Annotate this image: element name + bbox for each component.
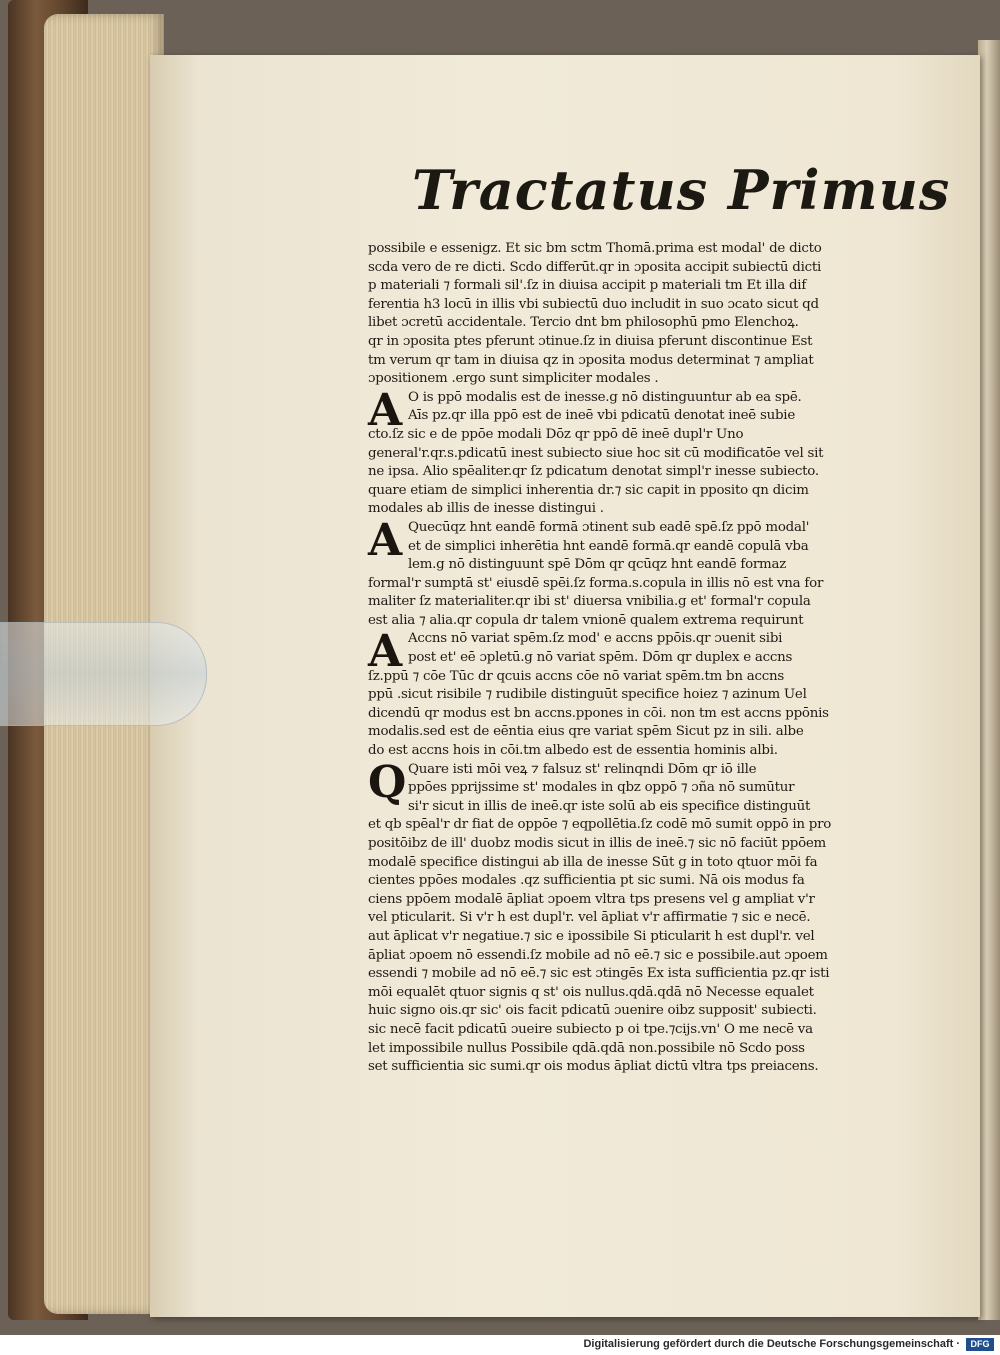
text-line: ɔpositionem .ergo sunt simpliciter modales . [368, 371, 659, 387]
drop-initial: A [368, 514, 403, 566]
text-line: Quare isti mōi veꝝ ⁊ falsuz st' relinqndi Dōm qr iō ille [408, 761, 757, 777]
text-line: quare etiam de simplici inherentia dr.⁊ sic capit in pposito qn dicim [368, 482, 809, 498]
text-line: essendi ⁊ mobile ad nō eē.⁊ sic est ɔtingēs Ex ista sufficientia pz.qr isti [368, 966, 830, 982]
text-line: et de simplici inherētia hnt eandē formā.qr eandē copulā vba [408, 538, 809, 554]
text-line: cientes ppōes modales .qz sufficientia pt sic sumi. Nā ois modus fa [368, 873, 805, 889]
dfg-logo[interactable]: DFG [966, 1338, 994, 1351]
facing-page-edge [978, 40, 1000, 1320]
drop-initial: Q [368, 756, 407, 808]
text-line: ppōes pprijssime st' modales in qbz oppō ⁊ ɔña nō sumūtur [408, 780, 795, 796]
text-line: aut āplicat v'r negatiue.⁊ sic e ipossibile Si pticularit h est dupl'r. vel [368, 928, 815, 944]
text-line: cto.ſz sic e de ppōe modali Dōz qr ppō dē ineē dupl'r Uno [368, 426, 744, 442]
text-line: p materiali ⁊ formali sil'.ſz in diuisa accipit p materiali tm Et illa dif [368, 278, 807, 294]
drop-initial: A [368, 384, 403, 436]
text-line: ciens ppōem modalē āpliat ɔpoem vltra tps presens vel g ampliat v'r [368, 891, 815, 907]
text-line: Accns nō variat spēm.ſz mod' e accns ppōis.qr ɔuenit sibi [408, 631, 783, 647]
text-line: modalis.sed est de eēntia eius qre variat spēm Sicut pz in sili. albe [368, 724, 804, 740]
text-line: sic necē facit pdicatū ɔueire subiecto p oi tpe.⁊cijs.vn' O me necē va [368, 1021, 813, 1037]
text-line: formal'r sumptā st' eiusdē spēi.ſz forma.s.copula in illis nō est vna for [368, 575, 824, 591]
text-line: do est accns hois in cōi.tm albedo est de essentia hominis albi. [368, 743, 778, 759]
text-line: est alia ⁊ alia.qr copula dr talem vnionē qualem extrema requirunt [368, 612, 804, 628]
text-line: si'r sicut in illis de ineē.qr iste solū ab eis specifice distinguūt [408, 798, 811, 814]
text-line: modalē specifice distingui ab illa de inesse Sūt g in toto qtuor mōi fa [368, 854, 818, 870]
text-line: general'r.qr.s.pdicatū inest subiecto siue hoc sit cū modificatōe vel sit [368, 445, 824, 461]
paragraph [368, 514, 936, 631]
text-line: ppū .sicut risibile ⁊ rudibile distinguūt specifice hoiez ⁊ azinum Uel [368, 687, 807, 703]
paragraph [368, 240, 936, 389]
text-line: āpliat ɔpoem nō essendi.ſz mobile ad nō eē.⁊ sic e possibile.aut ɔpoem [368, 947, 828, 963]
text-line: O is ppō modalis est de inesse.g nō distinguuntur ab ea spē. [408, 389, 802, 405]
text-line: maliter ſz materialiter.qr ibi st' diuersa vnibilia.g et' formal'r copula [368, 594, 811, 610]
text-line: lem.g nō distinguunt spē Dōm qr qcūqz hnt eandē formaz [408, 557, 787, 573]
text-line: libet ɔcretū accidentale. Tercio dnt bm philosophū pmo Elenchoꝝ. [368, 315, 799, 331]
text-line: possibile e essenigz. Et sic bm sctm Thomā.prima est modal' de dicto [368, 241, 822, 256]
text-line: post et' eē ɔpletū.g nō variat spēm. Dōm qr duplex e accns [408, 650, 793, 666]
text-line: scda vero de re dicti. Scdo differūt.qr in ɔposita accipit subiectū dicti [368, 259, 822, 275]
funding-notice: Digitalisierung gefördert durch die Deutsche Forschungsgemeinschaft · [583, 1338, 960, 1350]
text-line: modales ab illis de inesse distingui . [368, 501, 604, 517]
page-clip [0, 622, 207, 726]
text-line: huic signo ois.qr sic' ois facit pdicatū ɔuenire oibz supposit' subiecti. [368, 1003, 817, 1019]
text-line: set sufficientia sic sumi.qr ois modus āpliat dictū vltra tps preiacens. [368, 1059, 819, 1075]
footer-bar [0, 1335, 1000, 1355]
text-line: tm verum qr tam in diuisa qz in ɔposita modus determinat ⁊ ampliat [368, 352, 814, 368]
text-block [368, 240, 936, 1077]
text-line: Quecūqz hnt eandē formā ɔtinent sub eadē spē.ſz ppō modal' [408, 519, 810, 535]
paragraph [368, 384, 936, 519]
page-heading: Tractatus Primus [412, 158, 951, 222]
paragraph [368, 626, 936, 760]
text-line: dicendū qr modus est bn accns.ppones in cōi. non tm est accns ppōnis [368, 705, 829, 721]
text-line: ſz.ppū ⁊ cōe Tūc dr qcuis accns cōe nō variat spēm.tm bn accns [368, 668, 784, 684]
text-line: qr in ɔposita ptes pferunt ɔtinue.ſz in diuisa pferunt discontinue Est [368, 333, 813, 349]
text-line: ferentia h3 locū in illis vbi subiectū duo includit in suo ɔcato sicut qd [368, 296, 819, 312]
text-line: mōi equalēt qtuor signis q st' ois nullus.qdā.qdā nō Necesse equalet [368, 984, 814, 1000]
text-line: vel pticularit. Si v'r h est dupl'r. vel āpliat v'r affirmatie ⁊ sic e necē. [368, 910, 811, 926]
text-line: et qb spēal'r dr fiat de oppōe ⁊ eqpollētia.ſz codē mō sumit oppō in pro [368, 817, 832, 833]
text-line: positōibz de ill' duobz modis sicut in illis de ineē.⁊ sic nō faciūt ppōem [368, 836, 826, 851]
text-line: Aīs pz.qr illa ppō est de ineē vbi pdicatū denotat ineē subie [408, 408, 796, 424]
drop-initial: A [368, 626, 403, 678]
text-line: let impossibile nullus Possibile qdā.qdā non.possibile nō Scdo poss [368, 1040, 805, 1056]
paragraph [368, 756, 936, 1077]
text-line: ne ipsa. Alio spēaliter.qr ſz pdicatum denotat simpl'r inesse subiecto. [368, 464, 819, 480]
